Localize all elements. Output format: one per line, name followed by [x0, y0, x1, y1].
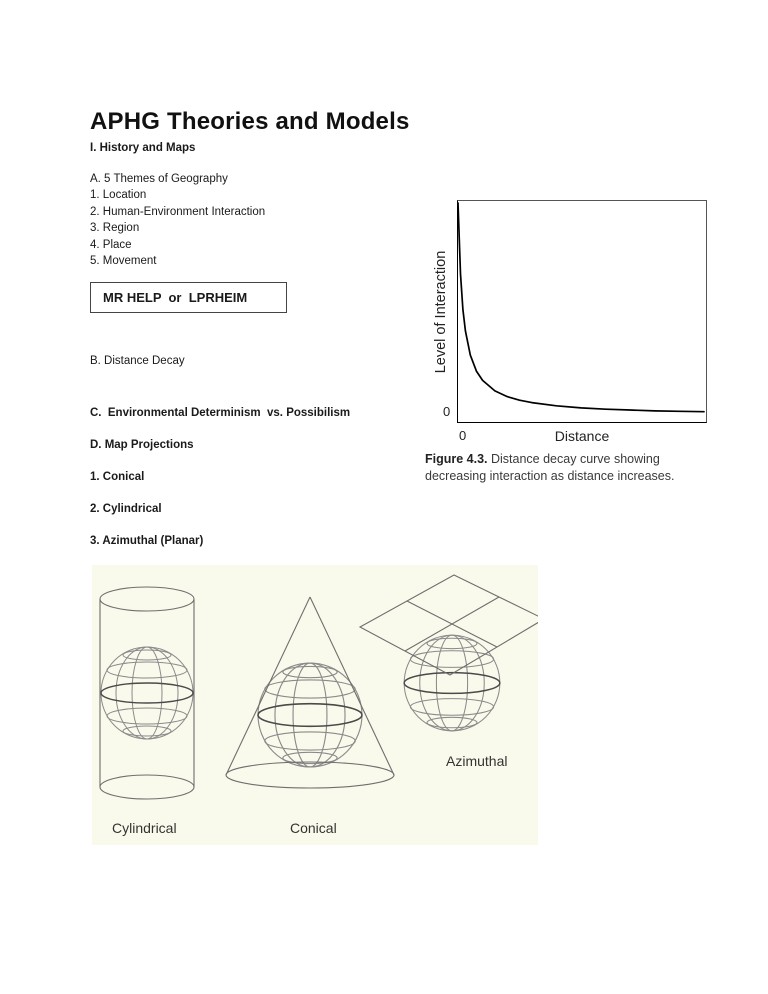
outline-theme-item: 1. Location — [90, 189, 147, 201]
figure-caption-label: Figure 4.3. — [425, 452, 488, 466]
x-axis-label: Distance — [554, 428, 610, 444]
x-origin-label: 0 — [459, 428, 467, 443]
page-title: APHG Theories and Models — [90, 108, 410, 136]
projection-label-conical: Conical — [290, 820, 337, 836]
outline-theme-item: 3. Region — [90, 222, 140, 234]
projection-label-azimuthal: Azimuthal — [446, 753, 508, 769]
outline-item-d: D. Map Projections — [90, 439, 194, 451]
mnemonic-box — [90, 282, 287, 313]
cylindrical-projection-drawing — [100, 587, 194, 799]
conical-projection-drawing — [226, 597, 394, 788]
outline-item-a: A. 5 Themes of Geography — [90, 172, 228, 185]
outline-theme-item: 4. Place — [90, 238, 132, 251]
distance-decay-chart — [425, 200, 725, 460]
mnemonic-text: MR HELP or LPRHEIM — [103, 289, 248, 305]
outline-theme-item: 2. Human-Environment Interaction — [90, 205, 266, 218]
outline-theme-item: 5. Movement — [90, 255, 157, 267]
outline-projection-item: 1. Conical — [90, 471, 145, 483]
outline-section-heading: I. History and Maps — [90, 142, 196, 154]
y-axis-label: Level of Interaction — [433, 250, 449, 374]
figure-caption-text: Distance decay curve showing decreasing interaction as distance increases. — [425, 452, 675, 483]
decay-curve-svg — [458, 201, 706, 422]
y-origin-label: 0 — [443, 404, 451, 419]
outline-item-b: B. Distance Decay — [90, 354, 185, 367]
plot-area — [457, 200, 707, 423]
azimuthal-projection-drawing — [360, 575, 538, 731]
figure-caption — [425, 451, 703, 485]
outline-item-c: C. Environmental Determinism vs. Possibilism — [90, 407, 351, 419]
projection-label-cylindrical: Cylindrical — [112, 820, 177, 836]
map-projections-figure — [92, 565, 538, 845]
outline-projection-item: 2. Cylindrical — [90, 503, 162, 515]
outline-projection-item: 3. Azimuthal (Planar) — [90, 535, 204, 547]
map-projections-drawing — [92, 565, 538, 845]
outline — [90, 140, 462, 550]
